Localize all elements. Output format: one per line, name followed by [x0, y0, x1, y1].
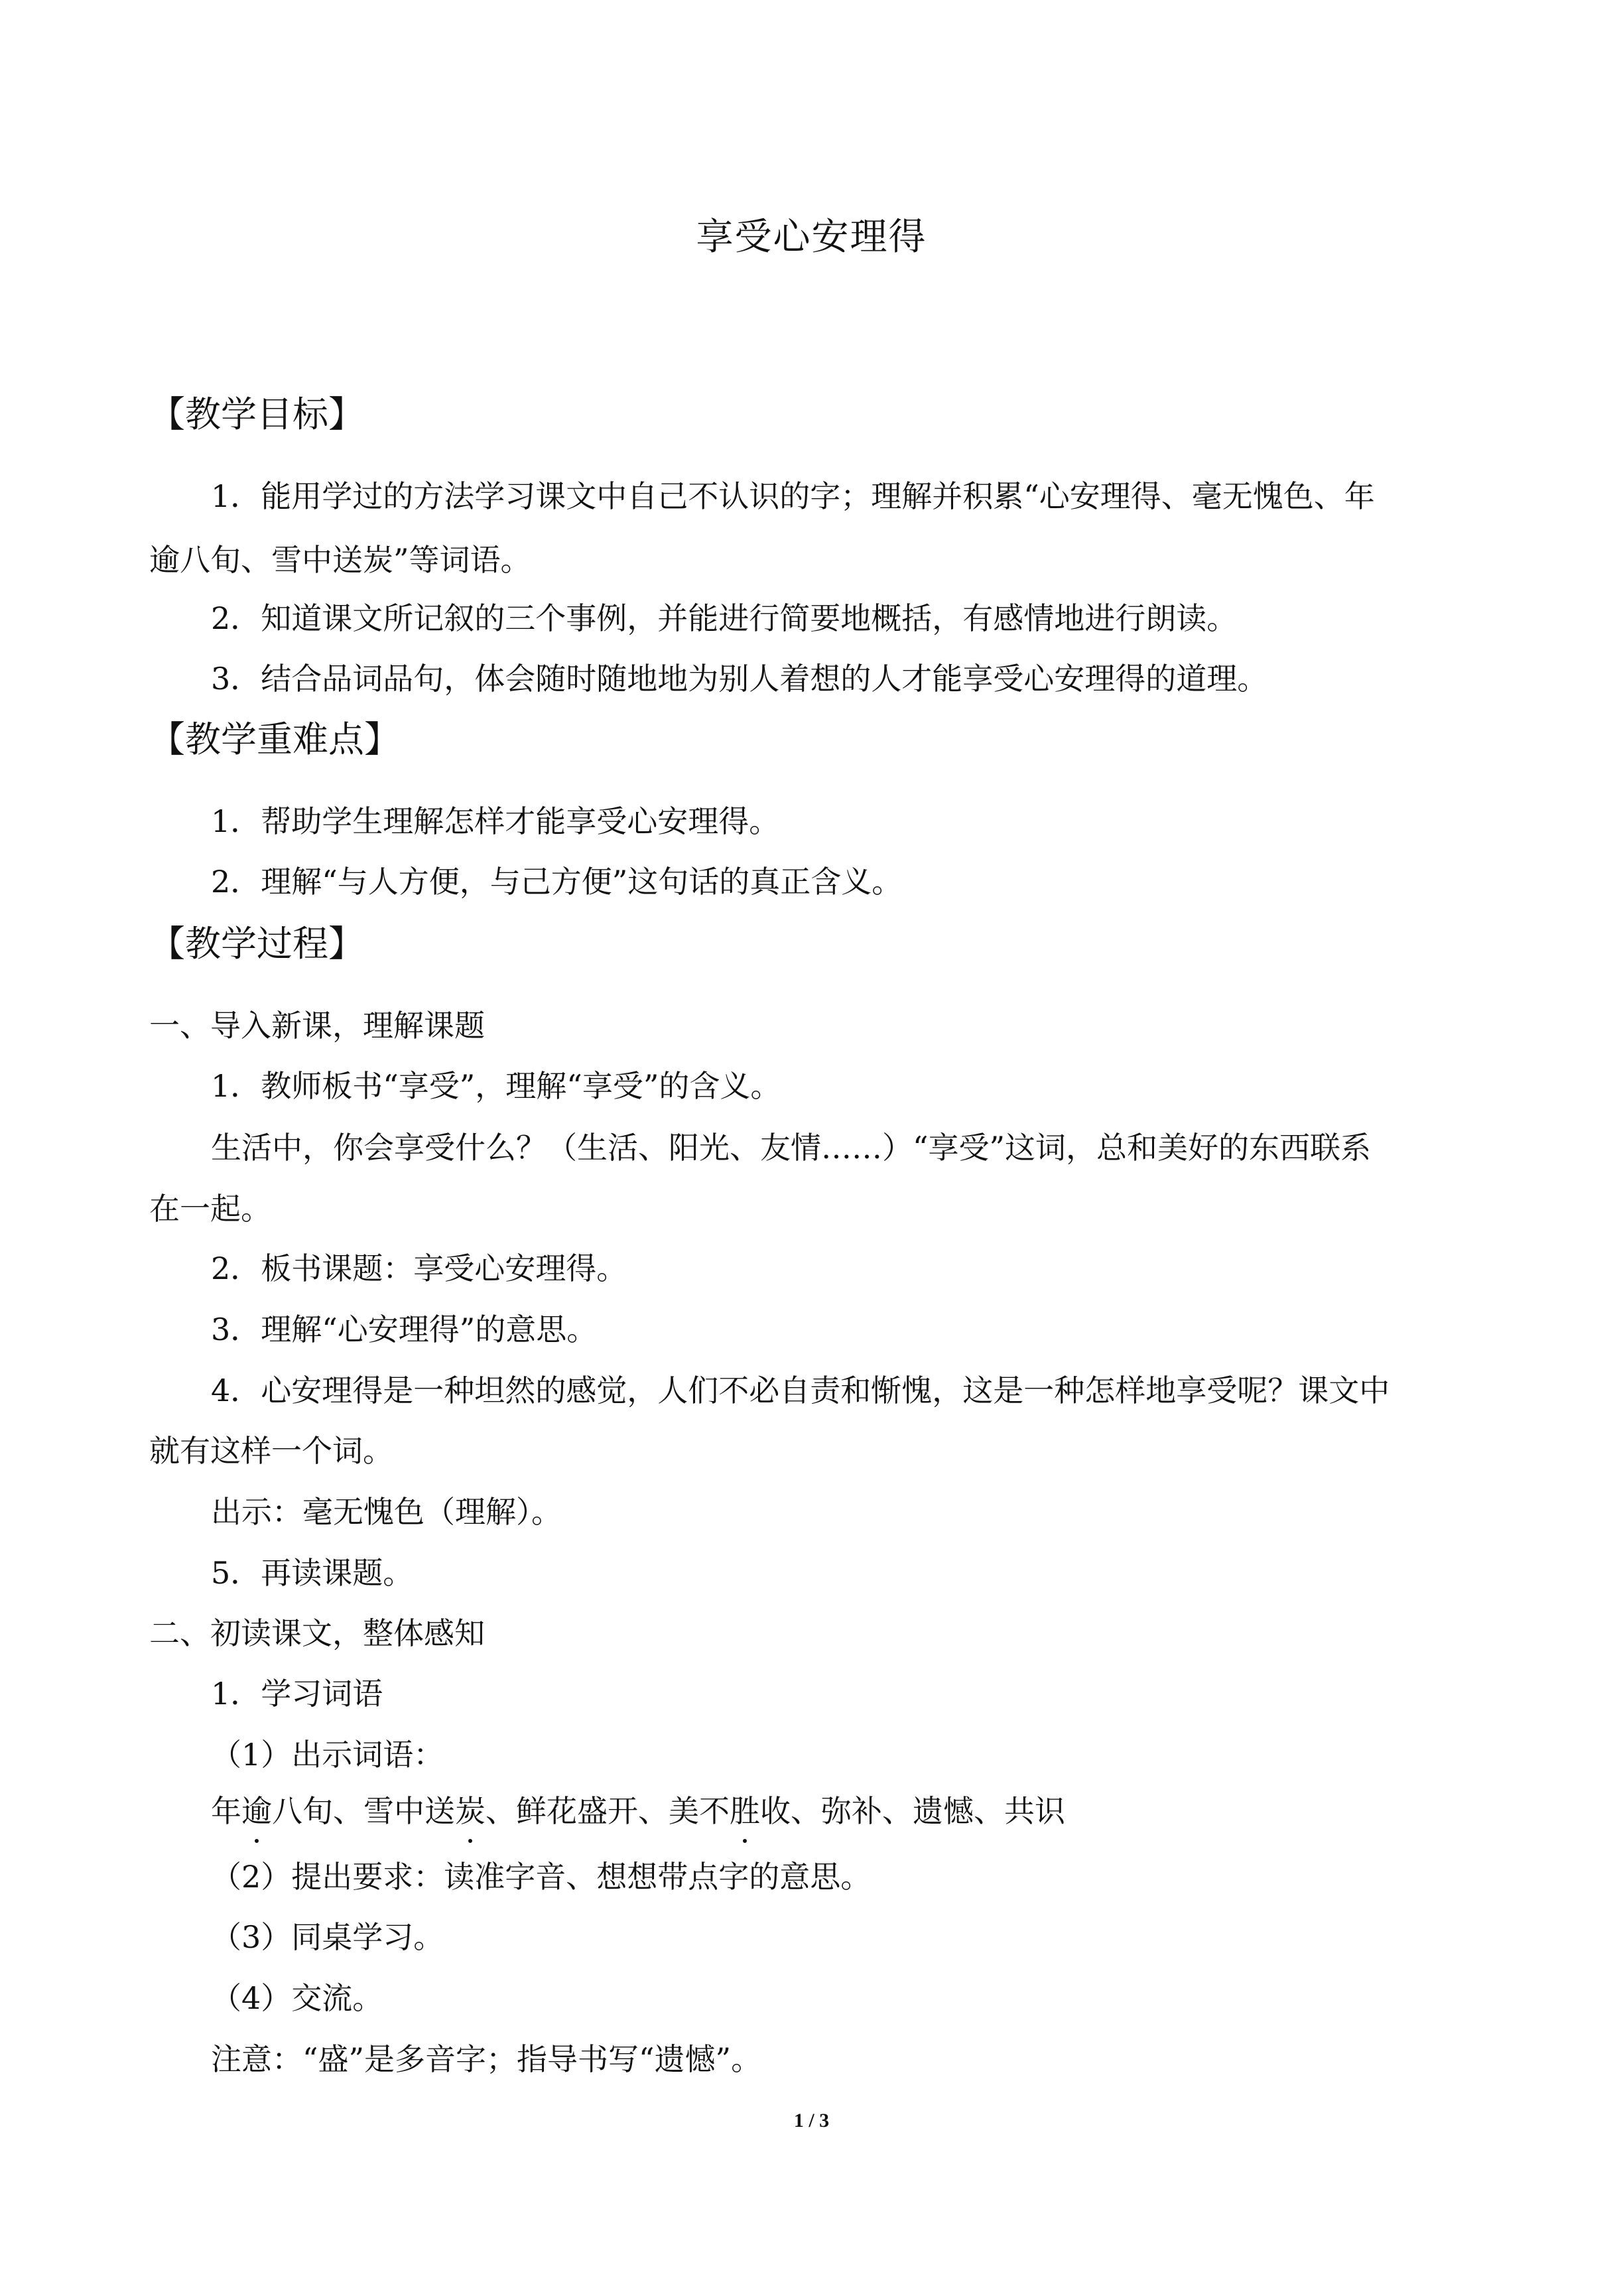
part2-step1-show: （1）出示词语： [211, 1737, 444, 1773]
word-segment: 收、弥补、遗憾、共识 [760, 1793, 1065, 1829]
word-segment: 、鲜花盛开、美不 [486, 1793, 730, 1829]
part1-show: 出示：毫无愧色（理解）。 [211, 1494, 562, 1530]
part2-step1-exchange: （4）交流。 [211, 1980, 383, 2016]
part2-step1: 1．学习词语 [211, 1676, 383, 1712]
page-number: 1 / 3 [793, 2110, 830, 2131]
part1-life-line-1: 生活中，你会享受什么？（生活、阳光、友情……）“享受”这词，总和美好的东西联系 [211, 1130, 1372, 1166]
objective-2: 2．知道课文所记叙的三个事例，并能进行简要地概括，有感情地进行朗读。 [211, 600, 1238, 636]
word-segment: 年 [211, 1793, 241, 1829]
keypoint-2: 2．理解“与人方便，与己方便”这句话的真正含义。 [211, 864, 903, 900]
process-heading: 【教学过程】 [149, 923, 364, 965]
part2-heading: 二、初读课文，整体感知 [149, 1615, 485, 1651]
part1-step5: 5．再读课题。 [211, 1555, 414, 1591]
keypoints-heading: 【教学重难点】 [149, 718, 400, 760]
word-list [211, 1789, 1474, 1834]
objective-1-line-1: 1．能用学过的方法学习课文中自己不认识的字；理解并积累“心安理得、毫无愧色、年 [211, 478, 1375, 514]
objective-1-line-2: 逾八旬、雪中送炭”等词语。 [149, 542, 531, 578]
page-title: 享受心安理得 [696, 216, 927, 259]
keypoint-1: 1．帮助学生理解怎样才能享受心安理得。 [211, 803, 780, 839]
part1-step3: 3．理解“心安理得”的意思。 [211, 1312, 598, 1347]
part1-step4-line-1: 4．心安理得是一种坦然的感觉，人们不必自责和惭愧，这是一种怎样地享受呢？课文中 [211, 1373, 1390, 1408]
objective-3: 3．结合品词品句，体会随时随地地为别人着想的人才能享受心安理得的道理。 [211, 661, 1268, 697]
part2-note: 注意：“盛”是多音字；指导书写“遗憾”。 [211, 2041, 762, 2077]
word-segment: 八旬、雪中送 [272, 1793, 455, 1829]
part1-step1: 1．教师板书“享受”，理解“享受”的含义。 [211, 1068, 781, 1104]
objectives-heading: 【教学目标】 [149, 393, 364, 435]
part1-heading: 一、导入新课，理解课题 [149, 1008, 485, 1044]
dotted-char: 逾 [241, 1789, 272, 1834]
part1-life-line-2: 在一起。 [149, 1191, 271, 1227]
part2-step1-pair-study: （3）同桌学习。 [211, 1919, 444, 1955]
dotted-char: 炭 [455, 1789, 486, 1834]
part1-step4-line-2: 就有这样一个词。 [149, 1433, 393, 1469]
part2-step1-requirement: （2）提出要求：读准字音、想想带点字的意思。 [211, 1859, 872, 1895]
dotted-char: 胜 [730, 1789, 760, 1834]
part1-step2: 2．板书课题：享受心安理得。 [211, 1250, 627, 1286]
